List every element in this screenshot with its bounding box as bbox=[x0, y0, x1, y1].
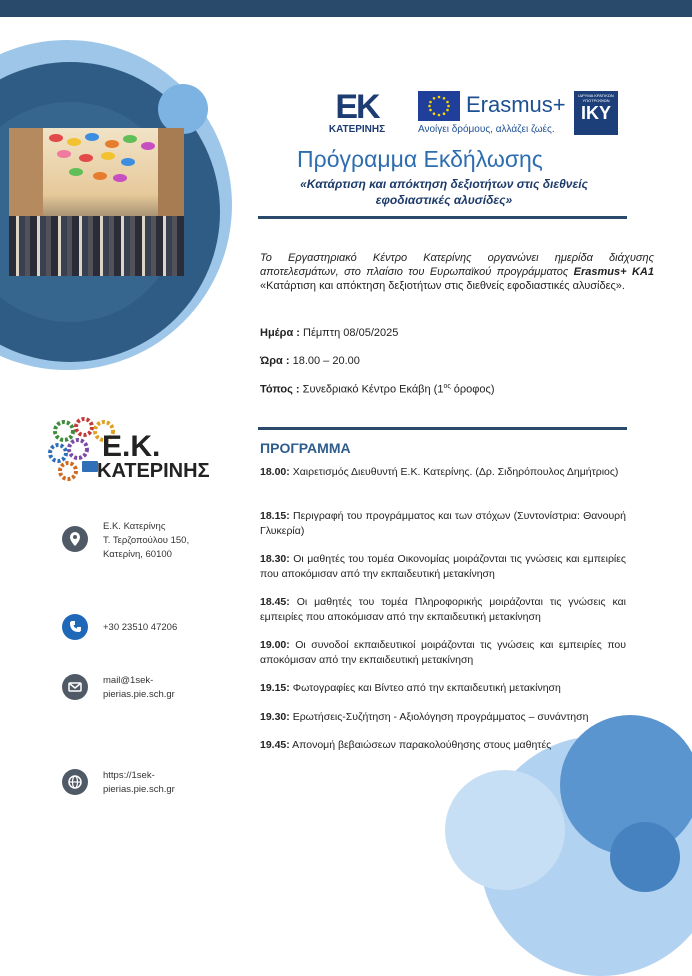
erasmus-logo-text: Erasmus+ bbox=[466, 92, 566, 117]
erasmus-tagline: Ανοίγει δρόμους, αλλάζει ζωές. bbox=[418, 124, 555, 135]
decor-circle bbox=[158, 84, 208, 134]
item-text: Οι συνοδοί εκπαιδευτικοί μοιράζονται τις γνώσεις και εμπειρίες που αποκόμισαν από την εκπαιδευτική μετακίνηση bbox=[260, 639, 626, 666]
programme-item bbox=[260, 509, 626, 539]
eu-flag-icon bbox=[418, 91, 460, 121]
place-value: Συνεδριακό Κέντρο Εκάβη (1 bbox=[302, 383, 444, 396]
event-date bbox=[260, 327, 398, 339]
website-line: pierias.pie.sch.gr bbox=[103, 784, 175, 795]
intro-paragraph bbox=[260, 251, 654, 293]
divider bbox=[258, 216, 627, 219]
item-time: 19.15: bbox=[260, 682, 290, 694]
ek-logo-mark: ΕΚ bbox=[335, 88, 379, 126]
email-link[interactable] bbox=[103, 674, 175, 702]
time-value: 18.00 – 20.00 bbox=[292, 355, 360, 367]
programme-item bbox=[260, 552, 626, 582]
place-superscript: ος bbox=[443, 383, 451, 390]
date-value: Πέμπτη 08/05/2025 bbox=[303, 327, 399, 339]
programme-item bbox=[260, 638, 626, 668]
iky-logo-small: ΙΔΡΥΜΑ ΚΡΑΤΙΚΩΝ ΥΠΟΤΡΟΦΙΩΝ bbox=[578, 93, 614, 103]
item-time: 19.30: bbox=[260, 711, 290, 723]
website-line: https://1sek- bbox=[103, 770, 155, 781]
top-bar bbox=[0, 0, 692, 17]
sidebar-logo-ek: Ε.Κ. bbox=[102, 430, 161, 463]
programme-item bbox=[260, 738, 626, 753]
place-end: όροφος) bbox=[450, 383, 495, 396]
ek-katerinis-logo bbox=[322, 90, 392, 142]
decor-circle bbox=[445, 770, 565, 890]
item-text: Απονομή βεβαιώσεων παρακολούθησης στους μαθητές bbox=[292, 739, 552, 751]
intro-text: Το Εργαστηριακό Κέντρο Κατερίνης οργανώνει ημερίδα διάχυσης αποτελεσμάτων, στο πλαίσιο του Ευρωπαϊκού προγράμματος bbox=[260, 252, 654, 278]
phone-number[interactable]: +30 23510 47206 bbox=[103, 622, 178, 633]
item-text: Οι μαθητές του τομέα Πληροφορικής μοιράζονται τις γνώσεις και εμπειρίες που αποκόμισαν από την εκπαιδευτική μετακίνηση bbox=[260, 596, 626, 623]
event-place bbox=[260, 383, 495, 396]
time-label: Ώρα : bbox=[260, 355, 290, 367]
email-line: mail@1sek- bbox=[103, 675, 154, 686]
item-time: 19.45: bbox=[260, 739, 290, 751]
page-title: Πρόγραμμα Εκδήλωσης bbox=[297, 146, 543, 172]
email-line: pierias.pie.sch.gr bbox=[103, 689, 175, 700]
address-block bbox=[103, 520, 189, 562]
programme-item bbox=[260, 681, 626, 696]
address-line: Ε.Κ. Κατερίνης bbox=[103, 521, 166, 532]
date-label: Ημέρα : bbox=[260, 327, 300, 339]
mail-icon bbox=[62, 674, 88, 700]
item-text: Ερωτήσεις-Συζήτηση - Αξιολόγηση προγράμματος – συνάντηση bbox=[292, 711, 589, 723]
address-line: Κατερίνη, 60100 bbox=[103, 549, 172, 560]
website-link[interactable] bbox=[103, 769, 175, 797]
item-text: Χαιρετισμός Διευθυντή Ε.Κ. Κατερίνης. (Δρ. Σιδηρόπουλος Δημήτριος) bbox=[292, 466, 619, 478]
item-time: 18.00: bbox=[260, 466, 290, 478]
item-time: 19.00: bbox=[260, 639, 290, 651]
programme-item bbox=[260, 465, 626, 480]
item-time: 18.30: bbox=[260, 553, 290, 565]
item-time: 18.45: bbox=[260, 596, 290, 608]
item-text: Περιγραφή του προγράμματος και των στόχων (Συντονίστρια: Θανουρή Γλυκερία) bbox=[260, 510, 626, 537]
address-line: Τ. Τερζοπούλου 150, bbox=[103, 535, 190, 546]
location-icon bbox=[62, 526, 88, 552]
sidebar-logo-town: ΚΑΤΕΡΙΝΗΣ bbox=[97, 460, 210, 482]
intro-program-title: «Κατάρτιση και απόκτηση δεξιοτήτων στις διεθνείς εφοδιαστικές αλυσίδες». bbox=[260, 280, 625, 292]
page-subtitle: «Κατάρτιση και απόκτηση δεξιοτήτων στις διεθνείς εφοδιαστικές αλυσίδες» bbox=[300, 177, 588, 207]
iky-logo-text: ΙΚΥ bbox=[580, 103, 611, 123]
programme-item bbox=[260, 595, 626, 625]
programme-heading: ΠΡΟΓΡΑΜΜΑ bbox=[260, 440, 351, 456]
item-text: Οι μαθητές του τομέα Οικονομίας μοιράζονται τις γνώσεις και εμπειρίες που αποκόμισαν από την εκπαιδευτική μετακίνηση bbox=[260, 553, 626, 580]
event-time bbox=[260, 355, 360, 367]
ek-logo-town: ΚΑΤΕΡΙΝΗΣ bbox=[328, 124, 386, 135]
group-photo bbox=[9, 128, 184, 276]
globe-icon bbox=[62, 769, 88, 795]
decor-circle bbox=[610, 822, 680, 892]
item-time: 18.15: bbox=[260, 510, 290, 522]
item-text: Φωτογραφίες και Βίντεο από την εκπαιδευτική μετακίνηση bbox=[292, 682, 561, 694]
divider bbox=[258, 427, 627, 430]
iky-logo bbox=[574, 91, 618, 135]
phone-icon bbox=[62, 614, 88, 640]
place-label: Τόπος : bbox=[260, 383, 300, 396]
intro-program: Erasmus+ KA1 bbox=[573, 266, 654, 278]
programme-item bbox=[260, 710, 626, 725]
